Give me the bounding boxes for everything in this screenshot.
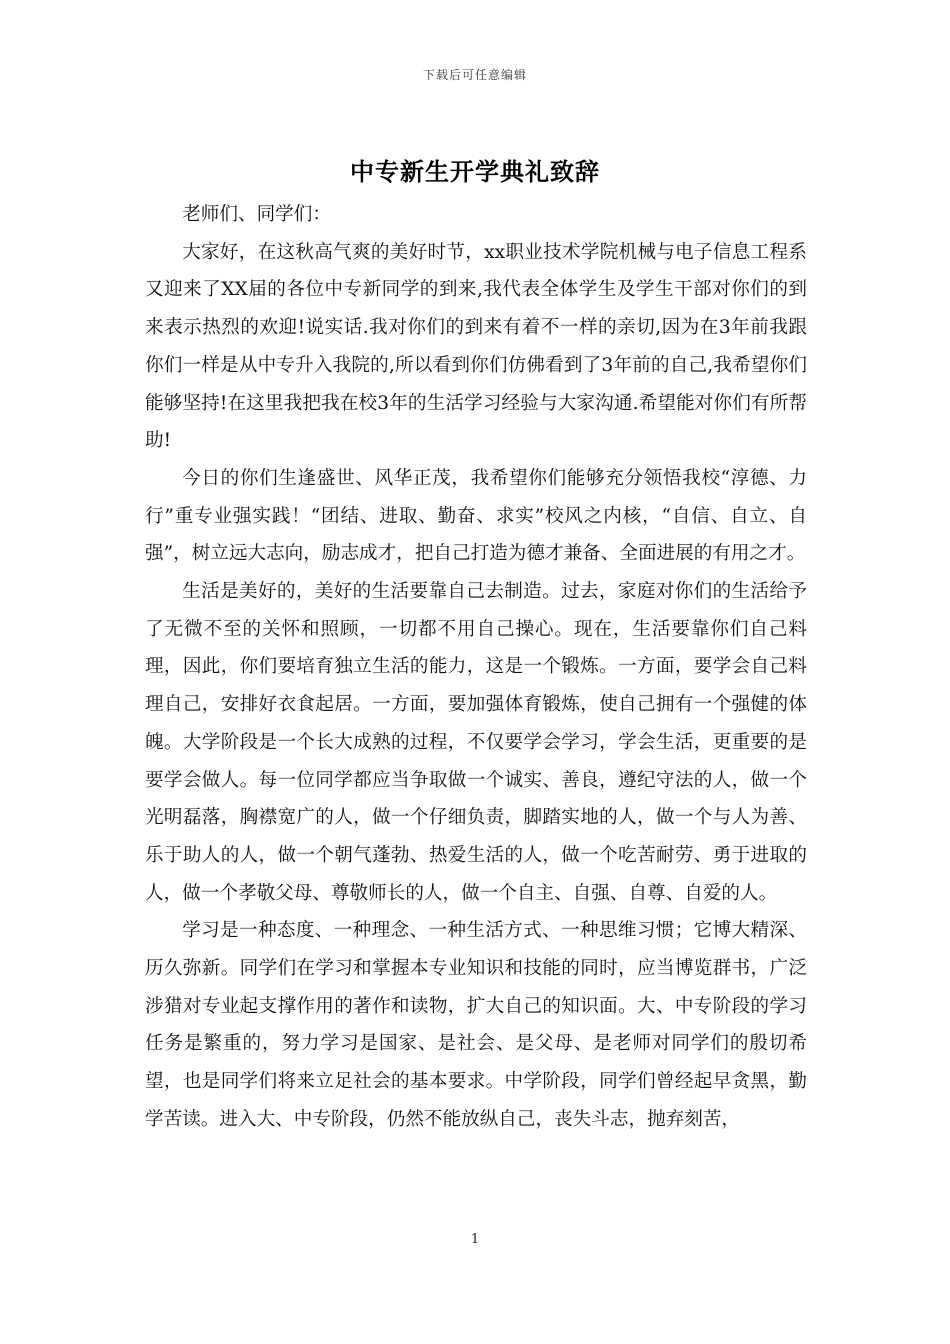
page-number: 1 <box>470 1232 480 1247</box>
document-title: 中专新生开学典礼致辞 <box>350 157 600 186</box>
salutation: 老师们、同学们： <box>182 204 331 225</box>
document-body <box>145 196 807 1139</box>
paragraph-1: 大家好，在这秋高气爽的美好时节，xx职业技术学院机械与电子信息工程系又迎来了XX届的各位中专新同学的到来,我代表全体学生及学生干部对你们的到来表示热烈的欢迎!说实话.我对你们的到来有着不一样的亲切,因为在3年前我跟你们一样是从中专升入我院的,所以看到你们仿佛看到了3年前的自己,我希望你们能够坚持!在这里我把我在校3年的生活学习经验与大家沟通.希望能对你们有所帮助! <box>145 241 807 452</box>
header-note: 下载后可任意编辑 <box>422 68 527 82</box>
paragraph-2: 今日的你们生逢盛世、风华正茂，我希望你们能够充分领悟我校“淳德、力行”重专业强实践！“团结、进取、勤奋、求实”校风之内核，“自信、自立、自强”，树立远大志向，励志成才，把自己打造为德才兼备、全面进展的有用之才。 <box>145 467 807 565</box>
paragraph-4: 学习是一种态度、一种理念、一种生活方式、一种思维习惯；它博大精深、历久弥新。同学们在学习和掌握本专业知识和技能的同时，应当博览群书，广泛涉猎对专业起支撑作用的著作和读物，扩大自己的知识面。大、中专阶段的学习任务是繁重的，努力学习是国家、是社会、是父母、是老师对同学们的殷切希望，也是同学们将来立足社会的基本要求。中学阶段，同学们曾经起早贪黑，勤学苦读。进入大、中专阶段，仍然不能放纵自己，丧失斗志，抛弃刻苦， <box>145 920 807 1130</box>
paragraph-3: 生活是美好的，美好的生活要靠自己去制造。过去，家庭对你们的生活给予了无微不至的关怀和照顾，一切都不用自己操心。现在，生活要靠你们自己料理，因此，你们要培育独立生活的能力，这是一个锻炼。一方面，要学会自己料理自己，安排好衣食起居。一方面，要加强体育锻炼，使自己拥有一个强健的体魄。大学阶段是一个长大成熟的过程，不仅要学会学习，学会生活，更重要的是要学会做人。每一位同学都应当争取做一个诚实、善良，遵纪守法的人，做一个光明磊落，胸襟宽广的人，做一个仔细负责，脚踏实地的人，做一个与人为善、乐于助人的人，做一个朝气蓬勃、热爱生活的人，做一个吃苦耐劳、勇于进取的人，做一个孝敬父母、尊敬师长的人，做一个自主、自强、自尊、自爱的人。 <box>145 581 807 904</box>
